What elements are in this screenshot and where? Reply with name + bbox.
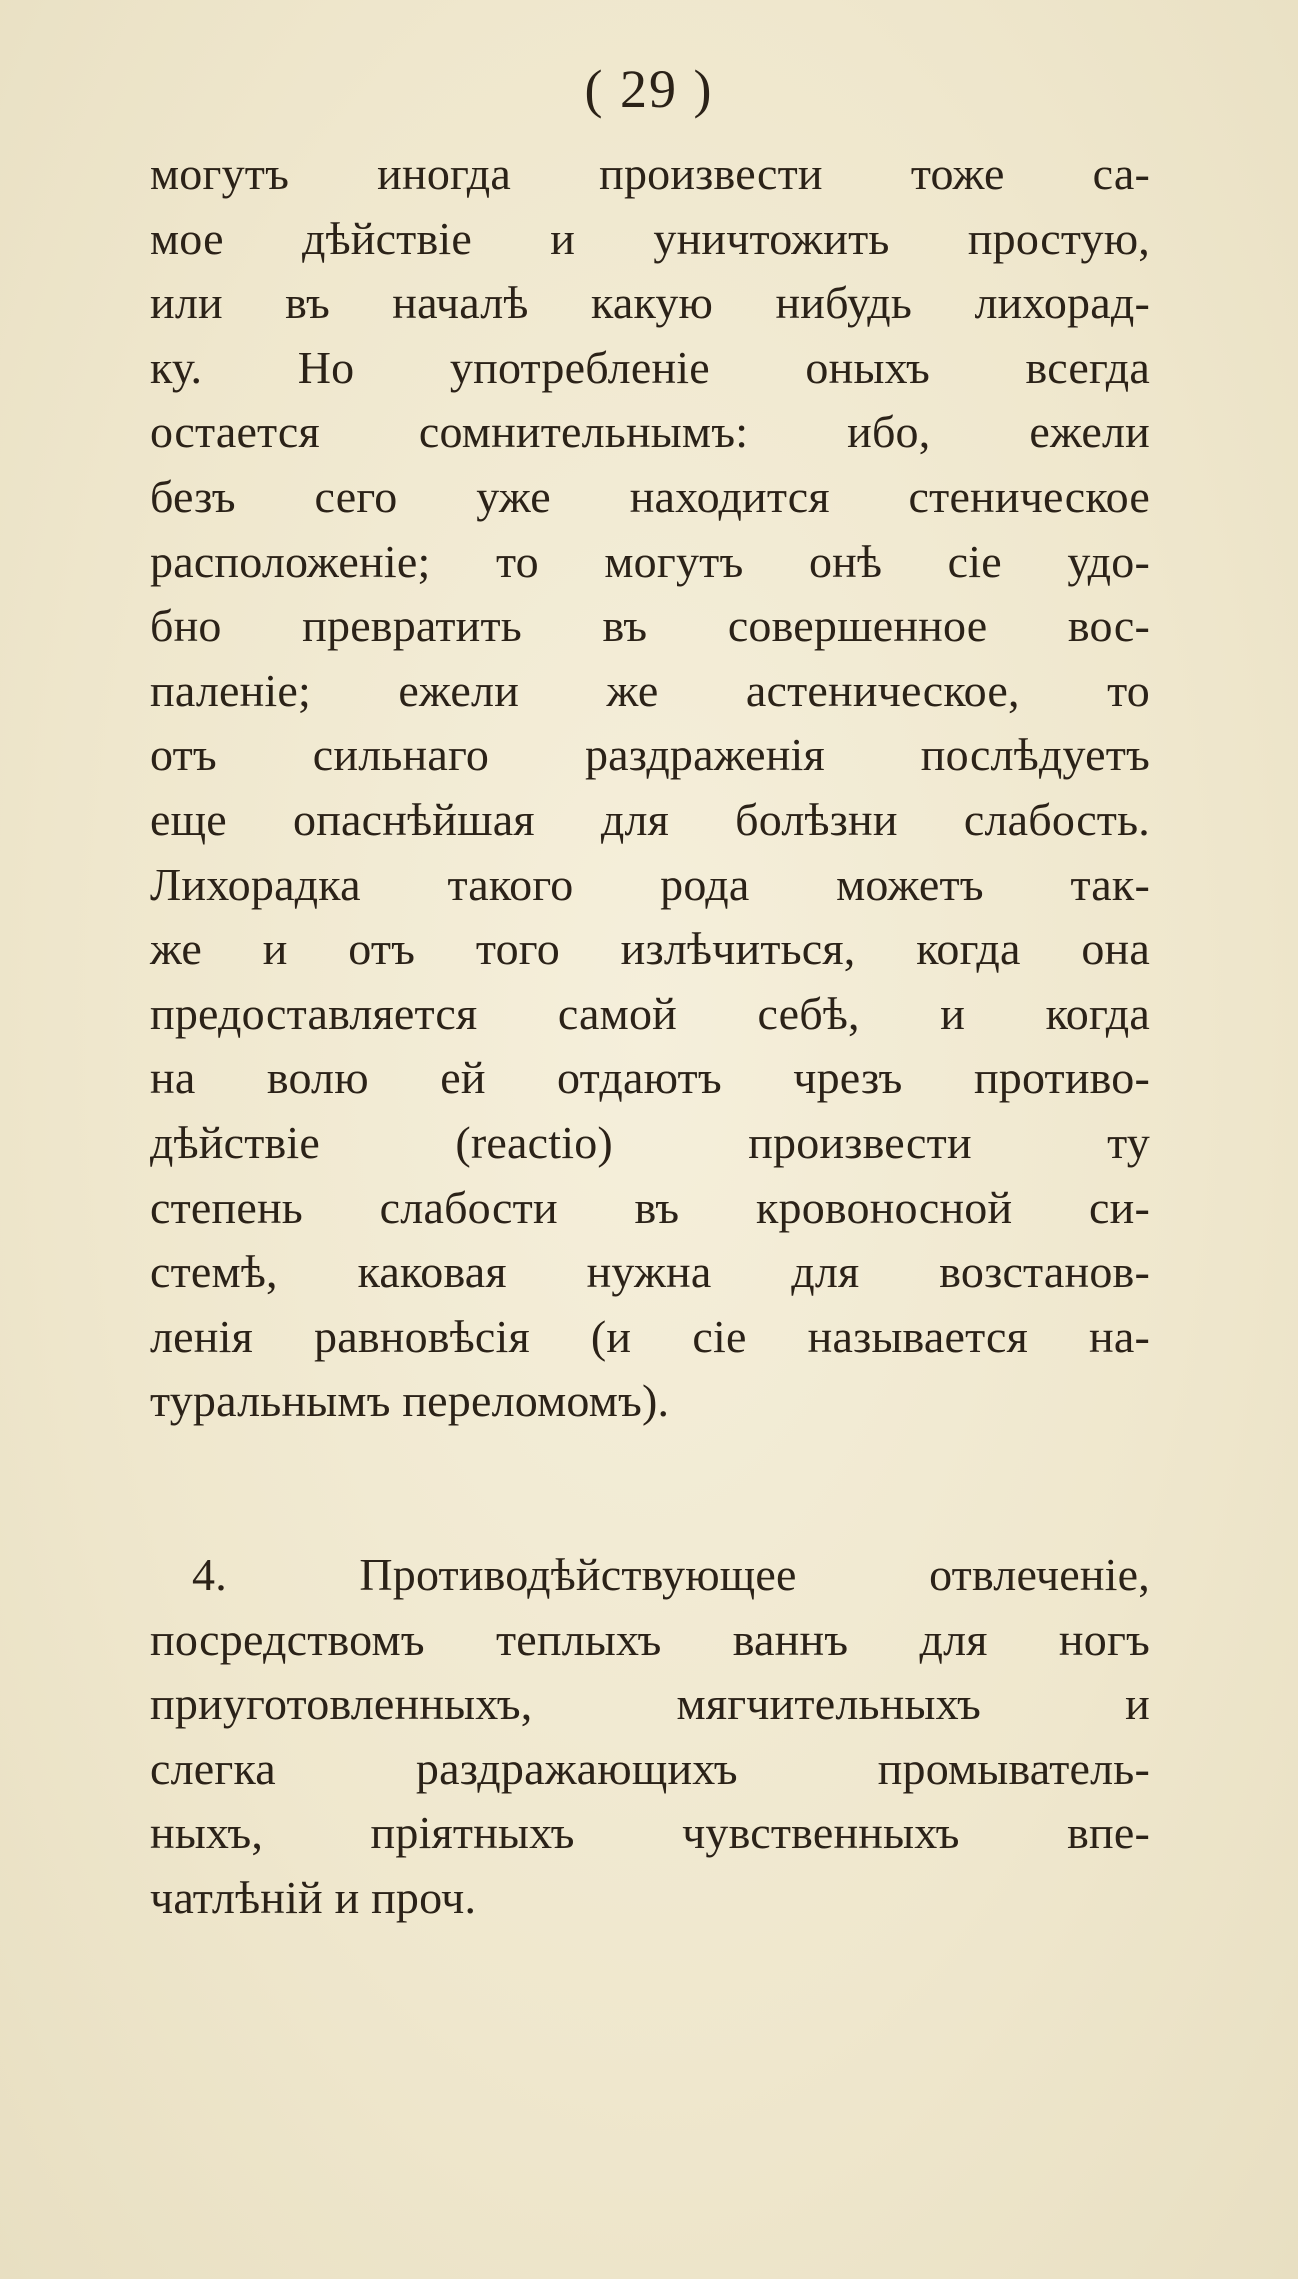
text-line: на волю ей отдаютъ чрезъ противо- [150, 1052, 1150, 1104]
text-line: паленіе; ежели же астеническое, то [150, 664, 1150, 716]
text-line: ленія равновѣсія (и сіе называется на- [150, 1310, 1150, 1362]
text-line: же и отъ того излѣчиться, когда она [150, 923, 1150, 975]
text-line: ныхъ, пріятныхъ чувственныхъ впе- [150, 1807, 1150, 1859]
text-line: слегка раздражающихъ промыватель- [150, 1742, 1150, 1794]
paragraph-2 [150, 1543, 1150, 1931]
text-line: или въ началѣ какую нибудь лихорад- [150, 277, 1150, 329]
text-line: дѣйствіе (reactio) произвести ту [150, 1116, 1150, 1168]
text-line: отъ сильнаго раздраженія послѣдуетъ [150, 729, 1150, 781]
text-line: бно превратить въ совершенное вос- [150, 600, 1150, 652]
page-number: ( 29 ) [584, 59, 714, 119]
text-line: 4. Противодѣйствующее отвлеченіе, [192, 1549, 1150, 1600]
text-line: стемѣ, каковая нужна для возстанов- [150, 1246, 1150, 1298]
paragraph-1 [150, 142, 1150, 1434]
text-line: могутъ иногда произвести тоже са- [150, 148, 1150, 199]
text-line: чатлѣній и проч. [150, 1871, 477, 1923]
text-line: посредствомъ теплыхъ ваннъ для ногъ [150, 1613, 1150, 1665]
text-line: еще опаснѣйшая для болѣзни слабость. [150, 793, 1150, 845]
text-line: мое дѣйствіе и уничтожить простую, [150, 212, 1150, 264]
text-line: расположеніе; то могутъ онѣ сіе удо- [150, 535, 1150, 587]
text-line: предоставляется самой себѣ, и когда [150, 987, 1150, 1039]
text-line: туральнымъ переломомъ). [150, 1375, 670, 1427]
text-line: приуготовленныхъ, мягчительныхъ и [150, 1678, 1150, 1730]
text-line: безъ сего уже находится стеническое [150, 470, 1150, 522]
text-line: остается сомнительнымъ: ибо, ежели [150, 406, 1150, 458]
text-line: Лихорадка такого рода можетъ так- [150, 858, 1150, 910]
text-line: степень слабости въ кровоносной си- [150, 1181, 1150, 1233]
text-line: ку. Но употребленіе оныхъ всегда [150, 341, 1150, 393]
